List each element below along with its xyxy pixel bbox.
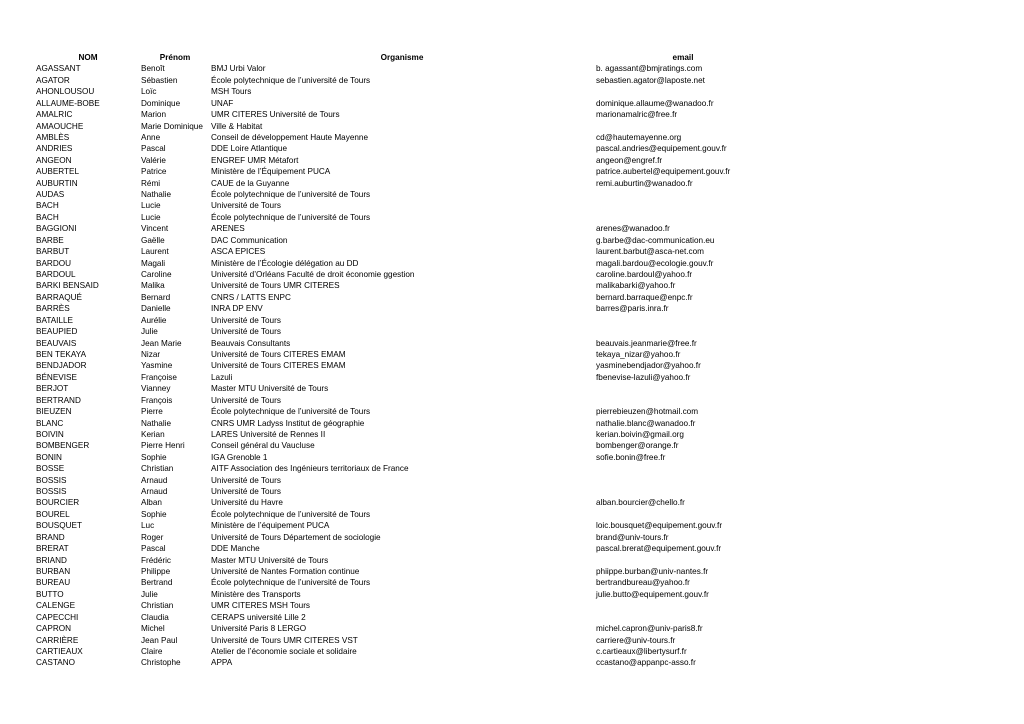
cell-nom: BOURCIER: [36, 498, 80, 508]
table-row: [0, 269, 1024, 280]
cell-prenom: Magali: [141, 258, 166, 268]
cell-prenom: Anne: [141, 132, 161, 142]
cell-prenom: François: [141, 395, 173, 405]
cell-nom: BONIN: [36, 452, 62, 462]
cell-nom: CARRIÈRE: [36, 635, 79, 645]
cell-prenom: Bertrand: [141, 578, 173, 588]
table-row: [0, 543, 1024, 554]
cell-email: kerian.boivin@gmail.org: [596, 429, 684, 439]
cell-email: pascal.brerat@equipement.gouv.fr: [596, 544, 722, 554]
cell-nom: AMAOUCHE: [36, 121, 84, 131]
cell-nom: BERTRAND: [36, 395, 81, 405]
cell-organisme: Université de Tours: [211, 201, 281, 211]
cell-email: g.barbe@dac-communication.eu: [596, 235, 715, 245]
table-row: [0, 155, 1024, 166]
cell-email: pierrebieuzen@hotmail.com: [596, 407, 699, 417]
cell-email: malikabarki@yahoo.fr: [596, 281, 676, 291]
cell-organisme: Université de Tours CITERES EMAM: [211, 361, 346, 371]
table-row: [0, 349, 1024, 360]
cell-organisme: Université de Tours CITERES EMAM: [211, 349, 346, 359]
table-row: [0, 235, 1024, 246]
table-row: [0, 383, 1024, 394]
cell-email: bombenger@orange.fr: [596, 441, 679, 451]
cell-organisme: Université de Tours UMR CITERES VST: [211, 635, 358, 645]
column-header-prenom: Prénom: [159, 53, 191, 62]
cell-prenom: Christian: [141, 601, 174, 611]
cell-organisme: DDE Loire Atlantique: [211, 144, 288, 154]
table-row: [0, 98, 1024, 109]
table-row: [0, 555, 1024, 566]
cell-email: barres@paris.inra.fr: [596, 304, 669, 314]
cell-organisme: Université de Tours Département de sociologie: [211, 532, 381, 542]
cell-organisme: APPA: [211, 658, 233, 668]
cell-email: ccastano@appanpc-asso.fr: [596, 658, 696, 668]
cell-organisme: INRA DP ENV: [211, 304, 263, 314]
cell-organisme: Atelier de l’économie sociale et solidaire: [211, 646, 357, 656]
cell-organisme: Ministère de l’équipement PUCA: [211, 521, 330, 531]
table-row: [0, 178, 1024, 189]
cell-nom: BOIVIN: [36, 429, 64, 439]
table-row: [0, 246, 1024, 257]
cell-organisme: IGA Grenoble 1: [211, 452, 268, 462]
cell-prenom: Roger: [141, 532, 164, 542]
table-row: [0, 486, 1024, 497]
cell-prenom: Vincent: [141, 224, 169, 234]
cell-organisme: DDE Manche: [211, 544, 260, 554]
table-row: [0, 338, 1024, 349]
cell-nom: BARBUT: [36, 247, 70, 257]
cell-organisme: UNAF: [211, 98, 234, 108]
cell-nom: ALLAUME-BOBE: [36, 98, 100, 108]
cell-prenom: Arnaud: [141, 475, 168, 485]
cell-prenom: Yasmine: [141, 361, 173, 371]
cell-organisme: UMR CITERES Université de Tours: [211, 110, 340, 120]
cell-organisme: AITF Association des Ingénieurs territoriaux de France: [211, 464, 409, 474]
cell-organisme: Université de Tours UMR CITERES: [211, 281, 340, 291]
cell-nom: BARRAQUÉ: [36, 292, 82, 302]
cell-organisme: Master MTU Université de Tours: [211, 555, 329, 565]
cell-email: tekaya_nizar@yahoo.fr: [596, 349, 681, 359]
cell-nom: BARRÈS: [36, 304, 70, 314]
column-header-organisme: Organisme: [380, 53, 424, 62]
table-row: [0, 372, 1024, 383]
cell-prenom: Sébastien: [141, 75, 178, 85]
column-header-email: email: [672, 53, 694, 62]
cell-organisme: MSH Tours: [211, 87, 252, 97]
table-row: [0, 223, 1024, 234]
table-row: [0, 212, 1024, 223]
cell-nom: AHONLOUSOU: [36, 87, 95, 97]
cell-prenom: Nizar: [141, 349, 161, 359]
cell-nom: CALENGE: [36, 601, 76, 611]
table-header: [0, 52, 1024, 63]
table-row: [0, 406, 1024, 417]
cell-nom: AMALRIC: [36, 110, 73, 120]
cell-organisme: Université de Tours: [211, 315, 281, 325]
cell-nom: AUBURTIN: [36, 178, 78, 188]
cell-organisme: Conseil général du Vaucluse: [211, 441, 315, 451]
cell-organisme: Lazuli: [211, 372, 233, 382]
cell-prenom: Arnaud: [141, 487, 168, 497]
cell-nom: CAPECCHI: [36, 612, 79, 622]
cell-nom: AGATOR: [36, 75, 70, 85]
table-row: [0, 520, 1024, 531]
table-row: [0, 635, 1024, 646]
cell-email: bernard.barraque@enpc.fr: [596, 292, 693, 302]
cell-nom: CARTIEAUX: [36, 646, 83, 656]
table-row: [0, 418, 1024, 429]
table-row: [0, 429, 1024, 440]
cell-prenom: Pascal: [141, 144, 166, 154]
table-row: [0, 63, 1024, 74]
cell-prenom: Pierre Henri: [141, 441, 185, 451]
cell-organisme: BMJ Urbi Valor: [211, 64, 266, 74]
cell-nom: BACH: [36, 212, 59, 222]
cell-nom: BEAUPIED: [36, 327, 78, 337]
cell-email: patrice.aubertel@equipement.gouv.fr: [596, 167, 731, 177]
cell-nom: CASTANO: [36, 658, 75, 668]
cell-organisme: Université d’Orléans Faculté de droit économie ggestion: [211, 270, 415, 280]
table-row: [0, 143, 1024, 154]
table-row: [0, 532, 1024, 543]
cell-prenom: Patrice: [141, 167, 167, 177]
table-row: [0, 589, 1024, 600]
cell-prenom: Frédéric: [141, 555, 172, 565]
cell-nom: AMBLÈS: [36, 132, 70, 142]
cell-organisme: ARENES: [211, 224, 245, 234]
cell-organisme: Université de Tours: [211, 487, 281, 497]
cell-nom: AUBERTEL: [36, 167, 80, 177]
cell-organisme: UMR CITERES MSH Tours: [211, 601, 311, 611]
cell-email: laurent.barbut@asca-net.com: [596, 247, 704, 257]
cell-email: cd@hautemayenne.org: [596, 132, 682, 142]
cell-prenom: Jean Marie: [141, 338, 182, 348]
cell-organisme: Conseil de développement Haute Mayenne: [211, 132, 369, 142]
cell-organisme: Université de Tours: [211, 327, 281, 337]
cell-nom: BURBAN: [36, 566, 71, 576]
cell-prenom: Pierre: [141, 407, 163, 417]
cell-prenom: Kerian: [141, 429, 165, 439]
table-row: [0, 657, 1024, 668]
cell-prenom: Christophe: [141, 658, 181, 668]
cell-organisme: École polytechnique de l’université de Tours: [211, 75, 371, 85]
table-row: [0, 315, 1024, 326]
cell-nom: BOUREL: [36, 509, 70, 519]
cell-email: remi.auburtin@wanadoo.fr: [596, 178, 693, 188]
cell-nom: BUTTO: [36, 589, 64, 599]
cell-prenom: Aurélie: [141, 315, 167, 325]
cell-nom: BAGGIONI: [36, 224, 77, 234]
cell-prenom: Françoise: [141, 372, 177, 382]
table-row: [0, 75, 1024, 86]
table-row: [0, 509, 1024, 520]
column-header-nom: NOM: [78, 53, 98, 62]
cell-prenom: Marie Dominique: [141, 121, 203, 131]
cell-nom: BOSSIS: [36, 475, 67, 485]
cell-organisme: CERAPS université Lille 2: [211, 612, 306, 622]
cell-organisme: École polytechnique de l’université de Tours: [211, 578, 371, 588]
cell-nom: BOMBENGER: [36, 441, 90, 451]
cell-organisme: LARES Université de Rennes II: [211, 429, 326, 439]
table-row: [0, 132, 1024, 143]
cell-email: caroline.bardoul@yahoo.fr: [596, 270, 693, 280]
cell-nom: BÉNEVISE: [36, 372, 77, 382]
cell-prenom: Benoît: [141, 64, 165, 74]
cell-nom: BERJOT: [36, 384, 69, 394]
cell-organisme: Ville & Habitat: [211, 121, 263, 131]
cell-email: carriere@univ-tours.fr: [596, 635, 676, 645]
table-row: [0, 395, 1024, 406]
table-row: [0, 566, 1024, 577]
cell-nom: BARDOUL: [36, 270, 76, 280]
participant-table: [0, 52, 1024, 669]
cell-prenom: Rémi: [141, 178, 161, 188]
cell-nom: BIEUZEN: [36, 407, 72, 417]
cell-nom: BACH: [36, 201, 59, 211]
table-row: [0, 463, 1024, 474]
cell-organisme: Ministère de l’Écologie délégation au DD: [211, 258, 359, 268]
table-row: [0, 86, 1024, 97]
cell-organisme: Beauvais Consultants: [211, 338, 291, 348]
cell-prenom: Sophie: [141, 452, 167, 462]
cell-nom: BATAILLE: [36, 315, 74, 325]
cell-prenom: Malika: [141, 281, 165, 291]
cell-email: magali.bardou@ecologie.gouv.fr: [596, 258, 714, 268]
cell-organisme: École polytechnique de l’université de Tours: [211, 190, 371, 200]
cell-prenom: Gaëlle: [141, 235, 165, 245]
cell-nom: BOSSIS: [36, 487, 67, 497]
cell-nom: BARDOU: [36, 258, 72, 268]
cell-prenom: Sophie: [141, 509, 167, 519]
cell-prenom: Julie: [141, 589, 158, 599]
table-row: [0, 497, 1024, 508]
cell-email: sebastien.agator@laposte.net: [596, 75, 705, 85]
cell-prenom: Laurent: [141, 247, 169, 257]
cell-email: alban.bourcier@chello.fr: [596, 498, 685, 508]
cell-nom: BOSSE: [36, 464, 65, 474]
cell-nom: BEN TEKAYA: [36, 349, 87, 359]
cell-prenom: Bernard: [141, 292, 171, 302]
cell-organisme: Université de Tours: [211, 395, 281, 405]
cell-email: pascal.andries@equipement.gouv.fr: [596, 144, 727, 154]
table-row: [0, 646, 1024, 657]
cell-email: sofie.bonin@free.fr: [596, 452, 666, 462]
cell-prenom: Claire: [141, 646, 163, 656]
table-row: [0, 360, 1024, 371]
cell-nom: BENDJADOR: [36, 361, 87, 371]
cell-email: beauvais.jeanmarie@free.fr: [596, 338, 697, 348]
table-row: [0, 600, 1024, 611]
table-row: [0, 623, 1024, 634]
table-row: [0, 475, 1024, 486]
cell-prenom: Lucie: [141, 201, 161, 211]
cell-prenom: Luc: [141, 521, 155, 531]
cell-email: arenes@wanadoo.fr: [596, 224, 670, 234]
cell-organisme: CAUE de la Guyanne: [211, 178, 290, 188]
cell-prenom: Valérie: [141, 155, 166, 165]
cell-prenom: Nathalie: [141, 418, 172, 428]
cell-prenom: Marion: [141, 110, 167, 120]
cell-email: angeon@engref.fr: [596, 155, 663, 165]
cell-nom: BEAUVAIS: [36, 338, 77, 348]
cell-organisme: École polytechnique de l’université de Tours: [211, 407, 371, 417]
cell-organisme: École polytechnique de l’université de Tours: [211, 212, 371, 222]
table-row: [0, 258, 1024, 269]
cell-email: marionamalric@free.fr: [596, 110, 678, 120]
cell-organisme: CNRS UMR Ladyss Institut de géographie: [211, 418, 365, 428]
cell-organisme: CNRS / LATTS ENPC: [211, 292, 291, 302]
cell-organisme: Université de Nantes Formation continue: [211, 566, 360, 576]
cell-email: b. agassant@bmjratings.com: [596, 64, 703, 74]
table-row: [0, 303, 1024, 314]
table-row: [0, 612, 1024, 623]
cell-nom: BARBE: [36, 235, 64, 245]
cell-nom: BLANC: [36, 418, 64, 428]
table-row: [0, 121, 1024, 132]
table-row: [0, 326, 1024, 337]
cell-nom: CAPRON: [36, 624, 72, 634]
cell-organisme: Ministère de l’Équipement PUCA: [211, 167, 331, 177]
table-row: [0, 280, 1024, 291]
table-row: [0, 440, 1024, 451]
cell-prenom: Claudia: [141, 612, 169, 622]
table-row: [0, 109, 1024, 120]
cell-email: c.cartieaux@libertysurf.fr: [596, 646, 687, 656]
cell-nom: BARKI BENSAID: [36, 281, 99, 291]
table-row: [0, 577, 1024, 588]
cell-prenom: Dominique: [141, 98, 181, 108]
cell-prenom: Alban: [141, 498, 162, 508]
cell-prenom: Michel: [141, 624, 165, 634]
cell-prenom: Pascal: [141, 544, 166, 554]
cell-nom: BUREAU: [36, 578, 71, 588]
table-row: [0, 189, 1024, 200]
cell-organisme: Université Paris 8 LERGO: [211, 624, 307, 634]
cell-prenom: Danielle: [141, 304, 171, 314]
cell-email: bertrandbureau@yahoo.fr: [596, 578, 690, 588]
cell-prenom: Julie: [141, 327, 158, 337]
cell-organisme: École polytechnique de l’université de Tours: [211, 509, 371, 519]
cell-email: phiippe.burban@univ-nantes.fr: [596, 566, 709, 576]
table-row: [0, 292, 1024, 303]
cell-organisme: Université de Tours: [211, 475, 281, 485]
cell-nom: BRIAND: [36, 555, 67, 565]
cell-email: yasminebendjador@yahoo.fr: [596, 361, 701, 371]
cell-nom: BOUSQUET: [36, 521, 82, 531]
cell-prenom: Philippe: [141, 566, 171, 576]
cell-prenom: Lucie: [141, 212, 161, 222]
cell-email: brand@univ-tours.fr: [596, 532, 669, 542]
cell-organisme: ENGREF UMR Métafort: [211, 155, 299, 165]
cell-nom: AUDAS: [36, 190, 65, 200]
cell-prenom: Nathalie: [141, 190, 172, 200]
cell-email: fbenevise-lazuli@yahoo.fr: [596, 372, 691, 382]
cell-nom: BRAND: [36, 532, 65, 542]
table-row: [0, 166, 1024, 177]
cell-prenom: Jean Paul: [141, 635, 178, 645]
cell-nom: ANDRIES: [36, 144, 73, 154]
cell-nom: AGASSANT: [36, 64, 81, 74]
cell-email: dominique.allaume@wanadoo.fr: [596, 98, 714, 108]
cell-prenom: Christian: [141, 464, 174, 474]
cell-email: loic.bousquet@equipement.gouv.fr: [596, 521, 723, 531]
cell-email: michel.capron@univ-paris8.fr: [596, 624, 703, 634]
table-row: [0, 200, 1024, 211]
cell-prenom: Vianney: [141, 384, 171, 394]
cell-organisme: Ministère des Transports: [211, 589, 301, 599]
cell-prenom: Caroline: [141, 270, 172, 280]
cell-organisme: DAC Communication: [211, 235, 288, 245]
table-row: [0, 452, 1024, 463]
cell-nom: BRERAT: [36, 544, 69, 554]
cell-nom: ANGEON: [36, 155, 72, 165]
cell-organisme: ASCA EPICES: [211, 247, 266, 257]
cell-email: nathalie.blanc@wanadoo.fr: [596, 418, 696, 428]
cell-organisme: Master MTU Université de Tours: [211, 384, 329, 394]
table-body: [0, 63, 1024, 668]
cell-email: julie.butto@equipement.gouv.fr: [596, 589, 709, 599]
cell-prenom: Loïc: [141, 87, 157, 97]
cell-organisme: Université du Havre: [211, 498, 283, 508]
